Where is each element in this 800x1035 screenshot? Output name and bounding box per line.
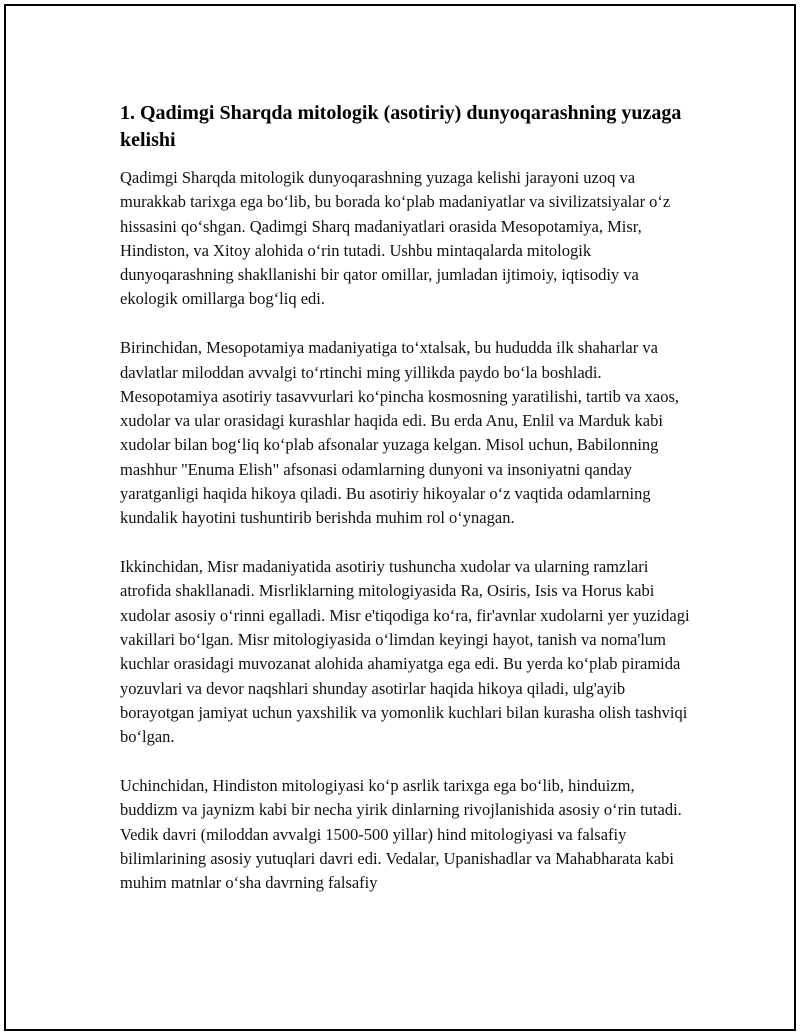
paragraph-mesopotamia: Birinchidan, Mesopotamiya madaniyatiga to‘xtalsak, bu hududda ilk shaharlar va davlatlar miloddan avvalgi to‘rtinchi ming yillikda paydo bo‘la boshladi. Mesopotamiya asotiriy tasavvurlari ko‘pincha kosmosning yaratilishi, tartib va xaos, xudolar va ular orasidagi kurashlar haqida edi. Bu erda Anu, Enlil va Marduk kabi xudolar bilan bog‘liq ko‘plab afsonalar yuzaga kelgan. Misol uchun, Babilonning mashhur "Enuma Elish" afsonasi odamlarning dunyoni va insoniyatni qanday yaratganligi haqida hikoya qiladi. Bu asotiriy hikoyalar o‘z vaqtida odamlarning kundalik hayotini tushuntirib berishda muhim rol o‘ynagan. bbox=[120, 338, 680, 528]
page-frame bbox=[4, 4, 796, 1031]
paragraph-intro: Qadimgi Sharqda mitologik dunyoqarashning yuzaga kelishi jarayoni uzoq va murakkab tarixga ega bo‘lib, bu borada ko‘plab madaniyatlar va sivilizatsiyalar o‘z hissasini qo‘shgan. Qadimgi Sharq madaniyatlari orasida Mesopotamiya, Misr, Hindiston, va Xitoy alohida o‘rin tutadi. Ushbu mintaqalarda mitologik dunyoqarashning shakllanishi bir qator omillar, jumladan ijtimoiy, iqtisodiy va ekologik omillarga bog‘liq edi. bbox=[120, 168, 671, 309]
paragraph-india: Uchinchidan, Hindiston mitologiyasi ko‘p asrlik tarixga ega bo‘lib, hinduizm, buddizm va jaynizm kabi bir necha yirik dinlarning rivojlanishida asosiy o‘rin tutadi. Vedik davri (miloddan avvalgi 1500-500 yillar) hind mitologiyasi va falsafiy bilimlarining asosiy yutuqlari davri edi. Vedalar, Upanishadlar va Mahabharata kabi muhim matnlar o‘sha davrning falsafiy bbox=[120, 776, 682, 893]
section-heading: 1. Qadimgi Sharqda mitologik (asotiriy) dunyoqarashning yuzaga kelishi bbox=[120, 102, 682, 151]
paragraph-egypt: Ikkinchidan, Misr madaniyatida asotiriy tushuncha xudolar va ularning ramzlari atrofida shakllanadi. Misrliklarning mitologiyasida Ra, Osiris, Isis va Horus kabi xudolar asosiy o‘rinni egalladi. Misr e'tiqodiga ko‘ra, fir'avnlar xudolarni yer yuzidagi vakillari bo‘lgan. Misr mitologiyasida o‘limdan keyingi hayot, tanish va noma'lum kuchlar orasidagi muvozanat alohida ahamiyatga ega edi. Bu yerda ko‘plab piramida yozuvlari va devor naqshlari shunday asotirlar haqida hikoya qiladi, ulg'ayib borayotgan jamiyat uchun yaxshilik va yomonlik kuchlari bilan kurasha olish tashviqi bo‘lgan. bbox=[120, 557, 690, 747]
document-body bbox=[120, 100, 692, 920]
